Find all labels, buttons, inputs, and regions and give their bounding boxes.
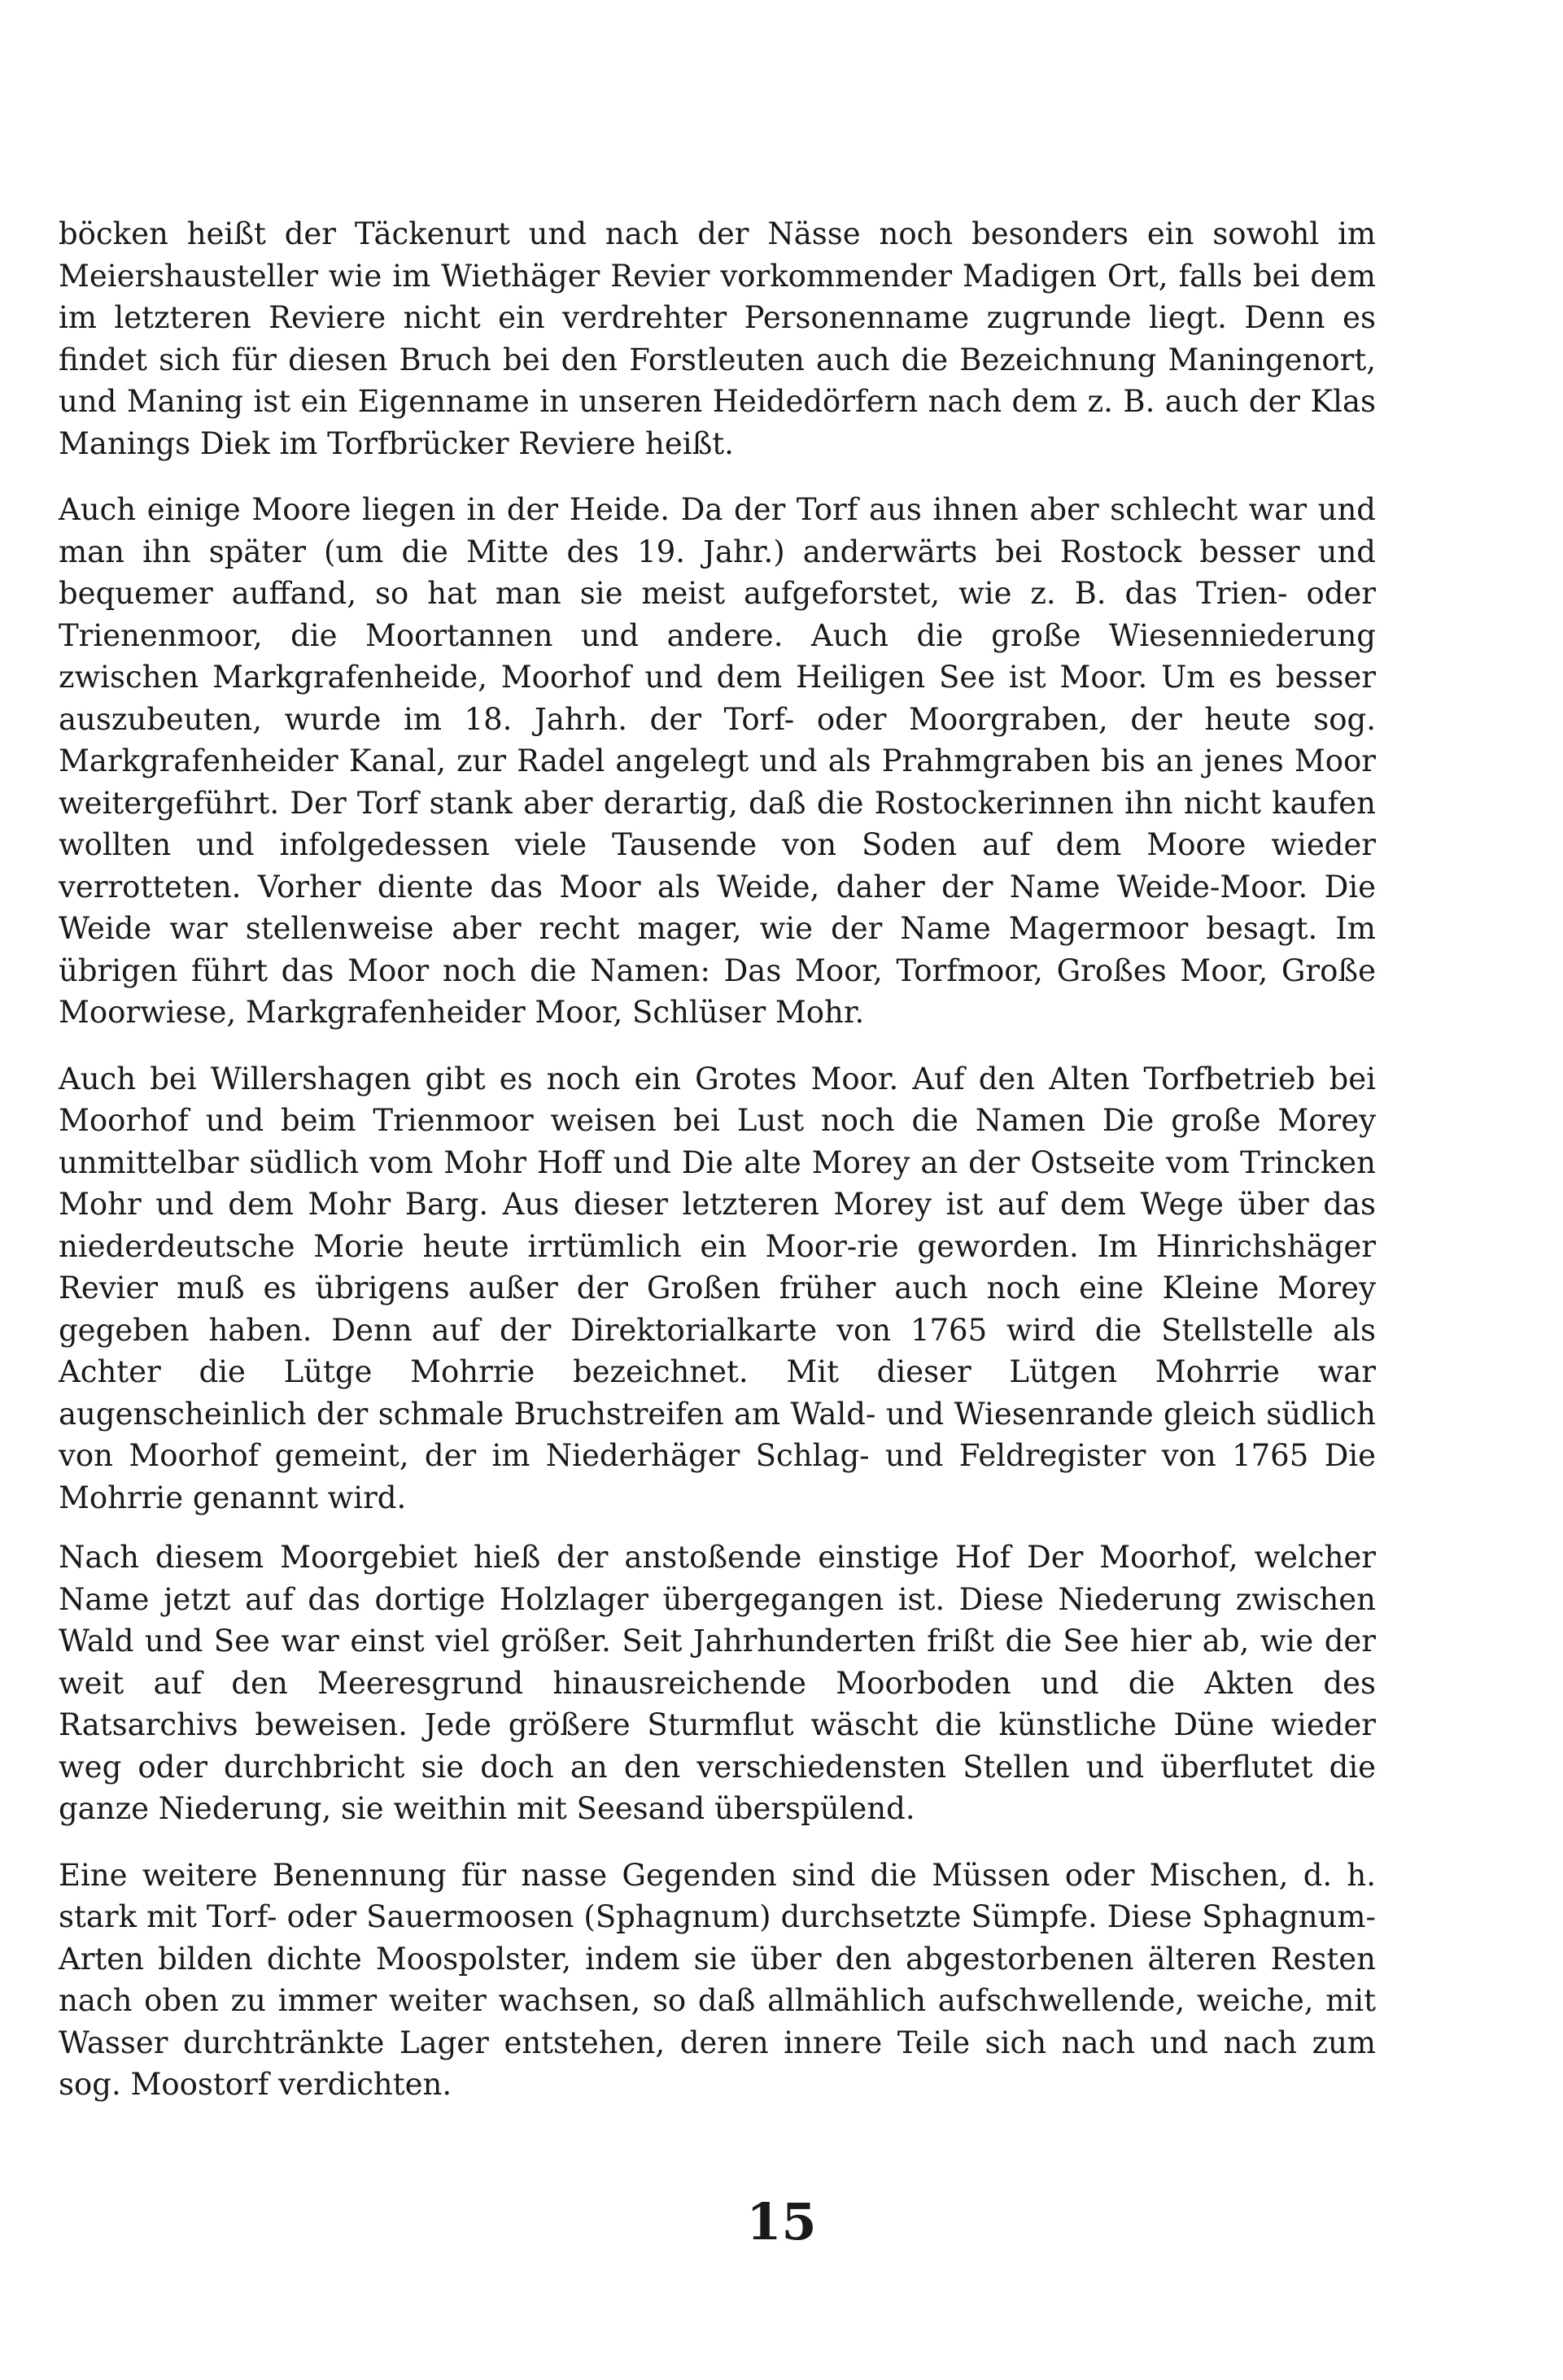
paragraph-4: Nach diesem Moorgebiet hieß der anstoßende einstige Hof Der Moorhof, welcher Name jetzt auf das dortige Holzlager übergegangen ist. Diese Niederung zwischen Wald und See war einst viel größer. Seit Jahrhunderten frißt die See hier ab, wie der weit auf den Meeresgrund hinausreichende Moorboden und die Akten des Ratsarchivs beweisen. Jede größere Sturmflut wäscht die künstliche Düne wieder weg oder durchbricht sie doch an den verschiedensten Stellen und überflutet die ganze Niederung, sie weithin mit Seesand überspülend.	[59, 1540, 1376, 1826]
paragraph-1: böcken heißt der Täckenurt und nach der Nässe noch besonders ein sowohl im Meiershausteller wie im Wiethäger Revier vorkommender Madigen Ort, falls bei dem im letzteren Reviere nicht ein verdrehter Personenname zugrunde liegt. Denn es findet sich für diesen Bruch bei den Forstleuten auch die Bezeichnung Maningenort, und Maning ist ein Eigenname in unseren Heidedörfern nach dem z. B. auch der Klas Manings Diek im Torfbrücker Reviere heißt.	[59, 216, 1376, 461]
paragraph-3: Auch bei Willershagen gibt es noch ein Grotes Moor. Auf den Alten Torfbetrieb bei Moorhof und beim Trienmoor weisen bei Lust noch die Namen Die große Morey unmittelbar südlich vom Mohr Hoff und Die alte Morey an der Ostseite vom Trincken Mohr und dem Mohr Barg. Aus dieser letzteren Morey ist auf dem Wege über das niederdeutsche Morie heute irrtümlich ein Moor-rie geworden. Im Hinrichshäger Revier muß es übrigens außer der Großen früher auch noch eine Kleine Morey gegeben haben. Denn auf der Direktorialkarte von 1765 wird die Stellstelle als Achter die Lütge Mohrrie bezeichnet. Mit dieser Lütgen Mohrrie war augenscheinlich der schmale Bruchstreifen am Wald- und Wiesenrande gleich südlich von Moorhof gemeint, der im Niederhäger Schlag- und Feldregister von 1765 Die Mohrrie genannt wird.	[59, 1061, 1376, 1515]
paragraph-5: Eine weitere Benennung für nasse Gegenden sind die Müssen oder Mischen, d. h. stark mit Torf- oder Sauermoosen (Sphagnum) durchsetzte Sümpfe. Diese Sphagnum-Arten bilden dichte Moospolster, indem sie über den abgestorbenen älteren Resten nach oben zu immer weiter wachsen, so daß allmählich aufschwellende, weiche, mit Wasser durchtränkte Lager entstehen, deren innere Teile sich nach und nach zum sog. Moostorf verdichten.	[59, 1857, 1376, 2102]
body-text	[59, 213, 1376, 2106]
page-number: 15	[746, 2192, 817, 2251]
paragraph-2: Auch einige Moore liegen in der Heide. Da der Torf aus ihnen aber schlecht war und man ihn später (um die Mitte des 19. Jahr.) anderwärts bei Rostock besser und bequemer auffand, so hat man sie meist aufgeforstet, wie z. B. das Trien- oder Trienenmoor, die Moortannen und andere. Auch die große Wiesenniederung zwischen Markgrafenheide, Moorhof und dem Heiligen See ist Moor. Um es besser auszubeuten, wurde im 18. Jahrh. der Torf- oder Moorgraben, der heute sog. Markgrafenheider Kanal, zur Radel angelegt und als Prahmgraben bis an jenes Moor weitergeführt. Der Torf stank aber derartig, daß die Rostockerinnen ihn nicht kaufen wollten und infolgedessen viele Tausende von Soden auf dem Moore wieder verrotteten. Vorher diente das Moor als Weide, daher der Name Weide-Moor. Die Weide war stellenweise aber recht mager, wie der Name Magermoor besagt. Im übrigen führt das Moor noch die Namen: Das Moor, Torfmoor, Großes Moor, Große Moorwiese, Markgrafenheider Moor, Schlüser Mohr.	[59, 492, 1376, 1030]
